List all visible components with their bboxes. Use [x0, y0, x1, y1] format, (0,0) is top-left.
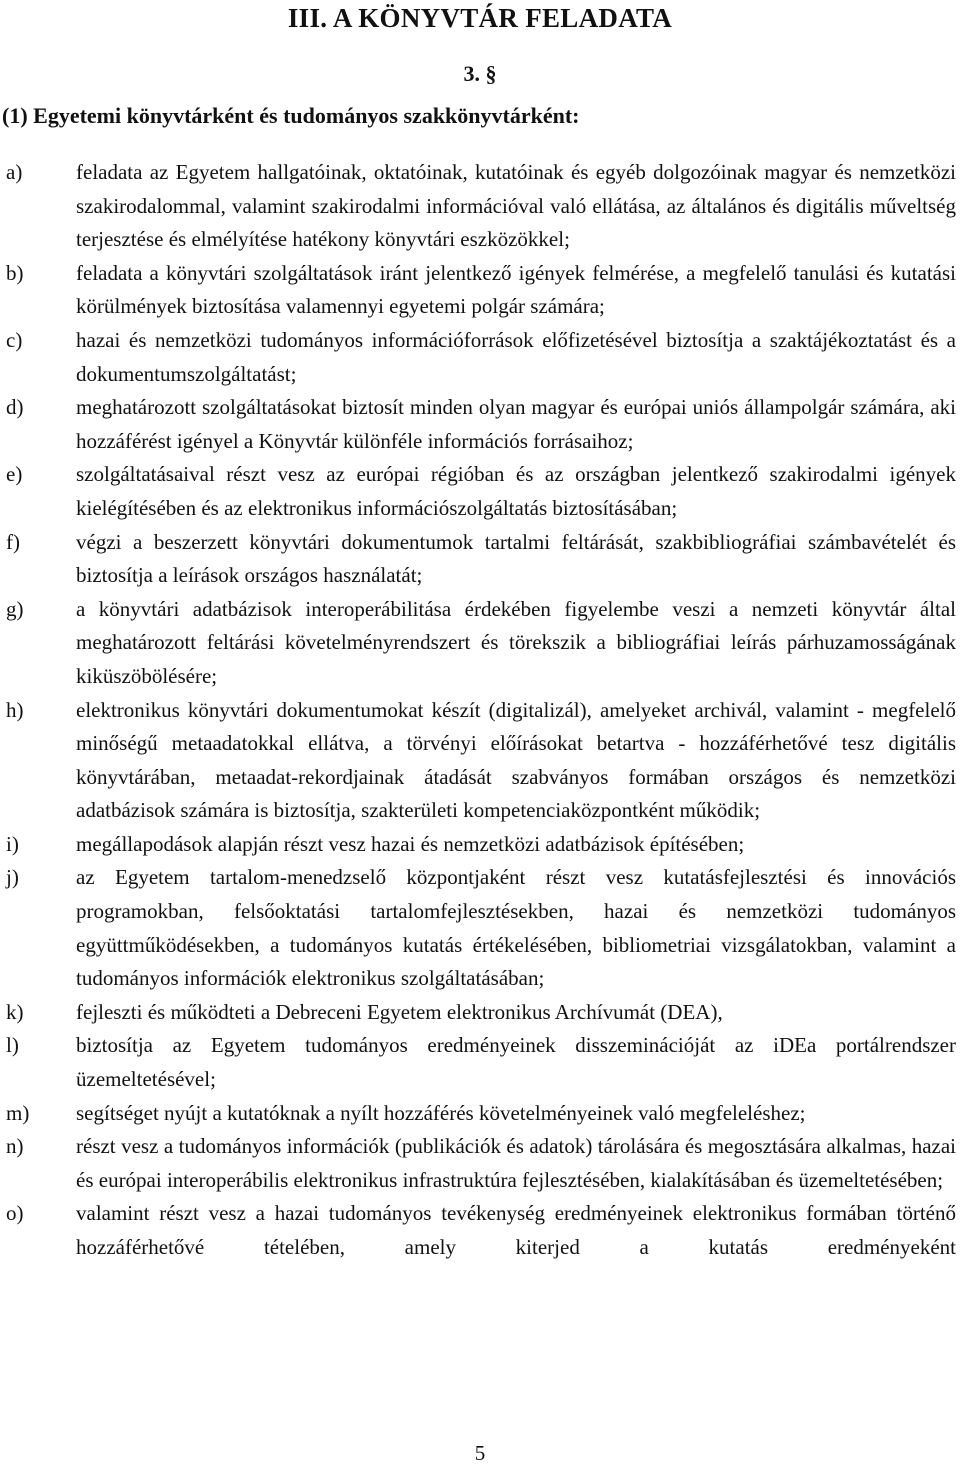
list-item-text: fejleszti és működteti a Debreceni Egyetem elektronikus Archívumát (DEA),	[76, 999, 723, 1024]
list-marker: g)	[6, 596, 24, 621]
list-marker: a)	[6, 160, 23, 184]
list-item	[6, 1130, 956, 1197]
list-item	[6, 1197, 956, 1264]
list-marker: d)	[6, 395, 24, 420]
intro-paragraph: (1) Egyetemi könyvtárként és tudományos szakkönyvtárként:	[2, 103, 580, 128]
list-item-text: hazai és nemzetközi tudományos információforrások előfizetésével biztosítja a szaktájékoztatást és a dokumentumszolgáltatást;	[76, 327, 956, 386]
list-item	[6, 1029, 956, 1096]
list-marker: n)	[6, 1134, 24, 1159]
list-item	[6, 861, 956, 995]
list-item	[6, 694, 956, 828]
list-marker: i)	[6, 831, 19, 856]
list-item-text: részt vesz a tudományos információk (publikációk és adatok) tárolására és megosztására alkalmas, hazai és európai interoperábilis elektronikus infrastruktúra fejlesztésében, kialakításában és üzemeltetésében;	[76, 1134, 956, 1192]
list-item	[6, 391, 956, 458]
list-marker: h)	[6, 697, 24, 722]
section-heading: 3. §	[463, 61, 497, 86]
list-item-text: elektronikus könyvtári dokumentumokat készít (digitalizál), amelyeket archivál, valamint - megfelelő minőségű metaadatokkal ellátva, a törvényi előírásokat betartva - hozzáférhetővé tesz digitális könyvtárában, metaadat-rekordjainak átadását szabványos formában országos és nemzetközi adatbázisok számára is biztosítja, szakterületi kompetenciaközpontként működik;	[76, 697, 956, 823]
list-marker: f)	[6, 529, 20, 554]
list-item-text: végzi a beszerzett könyvtári dokumentumok tartalmi feltárását, szakbibliográfiai számbavételét és biztosítja a leírások országos használatát;	[76, 529, 956, 588]
list-marker: e)	[6, 462, 23, 487]
page-title: III. A KÖNYVTÁR FELADATA	[287, 3, 673, 33]
list-item	[6, 458, 956, 525]
list-item-text: az Egyetem tartalom-menedzselő központjaként részt vesz kutatásfejlesztési és innovációs programokban, felsőoktatási tartalomfejlesztésekben, hazai és nemzetközi tudományos együttműködésekben, a tudományos kutatás értékelésében, bibliometriai vizsgálatokban, valamint a tudományos információk elektronikus szolgáltatásában;	[76, 865, 956, 991]
list-item-text: valamint részt vesz a hazai tudományos tevékenység eredményeinek elektronikus formában történő hozzáférhetővé tételében, amely kiterjed a kutatás eredményeként	[76, 1201, 956, 1259]
list-item-text: szolgáltatásaival részt vesz az európai régióban és az országban jelentkező szakirodalmi igények kielégítésében és az elektronikus információszolgáltatás biztosításában;	[76, 462, 956, 520]
list-item	[6, 593, 956, 694]
list-marker: l)	[6, 1033, 19, 1058]
list-marker: m)	[6, 1100, 30, 1125]
list-marker: c)	[6, 327, 23, 352]
list-item	[6, 257, 956, 324]
list-item-text: meghatározott szolgáltatásokat biztosít minden olyan magyar és európai uniós állampolgár számára, aki hozzáférést igényel a Könyvtár különféle információs forrásaihoz;	[76, 395, 956, 453]
list-item-text: feladata a könyvtári szolgáltatások iránt jelentkező igények felmérése, a megfelelő tanulási és kutatási körülmények biztosítása valamennyi egyetemi polgár számára;	[76, 260, 956, 319]
list-item-text: feladata az Egyetem hallgatóinak, oktatóinak, kutatóinak és egyéb dolgozóinak magyar és nemzetközi szakirodalommal, valamint szakirodalmi információval való ellátása, az általános és digitális műveltség terjesztése és elmélyítése hatékony könyvtári eszközökkel;	[76, 160, 956, 252]
list-marker: o)	[6, 1201, 24, 1226]
list-item	[6, 828, 956, 862]
list-marker: k)	[6, 999, 24, 1024]
list-item	[6, 996, 956, 1030]
list-marker: j)	[6, 865, 19, 890]
list-item	[6, 324, 956, 391]
list-item-text: a könyvtári adatbázisok interoperábilitása érdekében figyelembe veszi a nemzeti könyvtár által meghatározott feltárási követelményrendszert és törekszik a bibliográfiai leírás párhuzamosságának kiküszöbölésére;	[76, 596, 956, 688]
list-item	[6, 1097, 956, 1131]
list-item	[6, 156, 956, 257]
list-item-text: segítséget nyújt a kutatóknak a nyílt hozzáférés követelményeinek való megfeleléshez;	[76, 1100, 806, 1125]
task-list	[6, 156, 956, 1265]
list-item	[6, 526, 956, 593]
list-item-text: biztosítja az Egyetem tudományos eredményeinek disszeminációját az iDEa portálrendszer üzemeltetésével;	[76, 1033, 956, 1092]
list-marker: b)	[6, 260, 24, 285]
page-number: 5	[474, 1441, 486, 1465]
list-item-text: megállapodások alapján részt vesz hazai és nemzetközi adatbázisok építésében;	[76, 831, 745, 856]
